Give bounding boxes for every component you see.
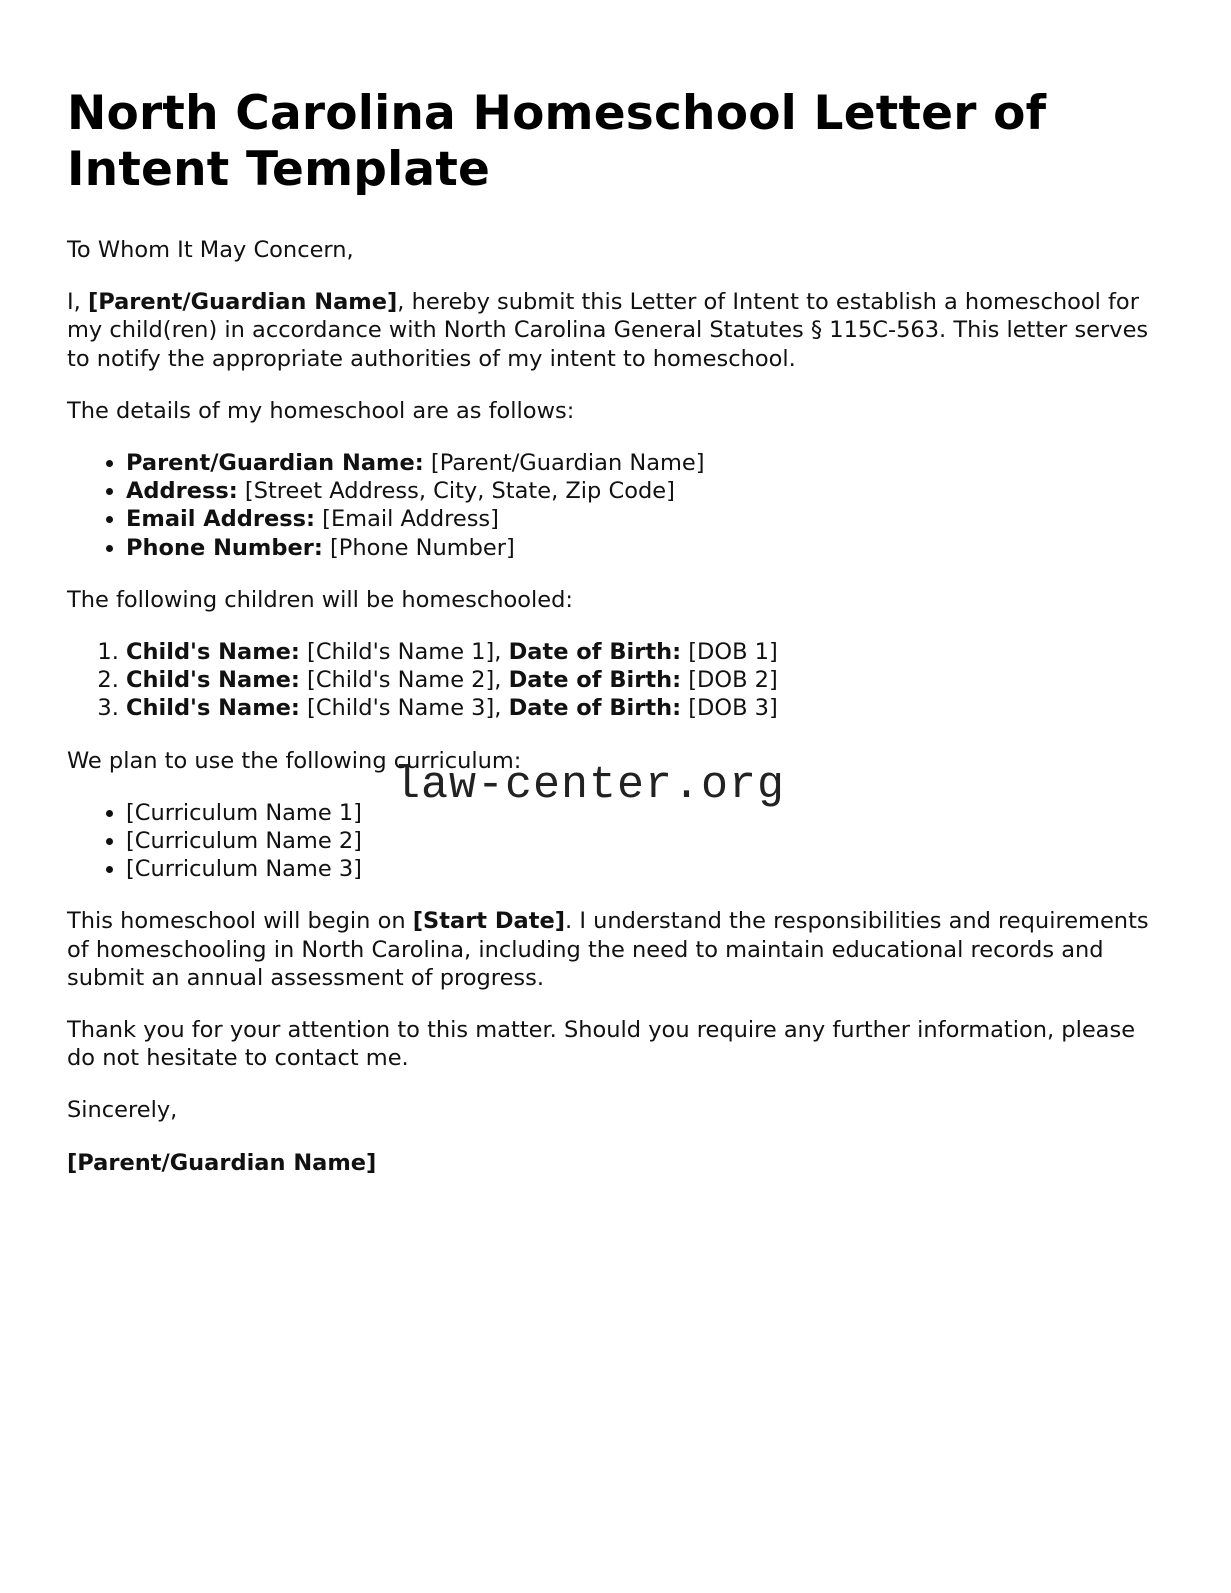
intro-name-placeholder: [Parent/Guardian Name] — [87, 289, 398, 316]
document-page — [67, 86, 1157, 1201]
child-dob-value: [DOB 3] — [681, 695, 778, 722]
child-name-label: Child's Name: — [126, 695, 300, 722]
child-dob-value: [DOB 1] — [681, 639, 778, 666]
child-item — [126, 694, 1157, 722]
curriculum-item: • [Curriculum Name 3] — [126, 855, 1157, 883]
detail-value: [Parent/Guardian Name] — [423, 450, 705, 477]
child-dob-value: [DOB 2] — [681, 667, 778, 694]
watermark: law-center.org — [393, 760, 786, 811]
closing-paragraph: Thank you for your attention to this matter. Should you require any further information, please do not hesitate to contact me. — [67, 1017, 1136, 1072]
closing: Sincerely, — [67, 1097, 178, 1124]
child-item — [126, 666, 1157, 694]
document-title: North Carolina Homeschool Letter of Intent Template — [67, 86, 1047, 197]
detail-label: Address: — [126, 478, 238, 505]
child-name-value: [Child's Name 2], — [299, 667, 509, 694]
child-name-label: Child's Name: — [126, 667, 300, 694]
start-date-placeholder: [Start Date] — [412, 908, 566, 935]
children-heading: The following children will be homeschooled: — [67, 586, 573, 613]
intro-suffix: , hereby submit this Letter of Intent to establish a homeschool for my child(ren) in accordance with North Carolina General Statutes § 115C-563. This letter serves to notify the appropriate authorities of my intent to homeschool. — [67, 289, 1149, 372]
curriculum-item: • [Curriculum Name 1] — [126, 799, 1157, 827]
detail-item-email — [126, 505, 1157, 533]
intro-paragraph — [67, 288, 1157, 373]
start-prefix: This homeschool will begin on — [67, 908, 413, 935]
detail-label: Parent/Guardian Name: — [126, 450, 424, 477]
detail-value: [Email Address] — [315, 506, 499, 533]
detail-value: [Phone Number] — [322, 534, 515, 561]
child-name-value: [Child's Name 1], — [299, 639, 509, 666]
detail-item-parent-name — [126, 449, 1157, 477]
detail-value: [Street Address, City, State, Zip Code] — [237, 478, 675, 505]
start-paragraph — [67, 907, 1157, 992]
details-list — [67, 449, 1157, 562]
child-item — [126, 638, 1157, 666]
child-name-label: Child's Name: — [126, 639, 300, 666]
children-list — [67, 638, 1157, 723]
intro-prefix: I, — [67, 289, 88, 316]
start-suffix: . I understand the responsibilities and requirements of homeschooling in North Carolina, including the need to maintain educational records and submit an annual assessment of progress. — [67, 908, 1149, 991]
curriculum-list — [67, 799, 1157, 884]
curriculum-heading: We plan to use the following curriculum: — [67, 747, 522, 774]
curriculum-item: • [Curriculum Name 2] — [126, 827, 1157, 855]
child-name-value: [Child's Name 3], — [299, 695, 509, 722]
child-dob-label: Date of Birth: — [508, 639, 682, 666]
detail-label: Email Address: — [126, 506, 316, 533]
detail-label: Phone Number: — [126, 534, 323, 561]
child-dob-label: Date of Birth: — [508, 695, 682, 722]
child-dob-label: Date of Birth: — [508, 667, 682, 694]
detail-item-phone — [126, 534, 1157, 562]
signature: [Parent/Guardian Name] — [67, 1149, 377, 1176]
details-heading: The details of my homeschool are as follows: — [67, 397, 575, 424]
detail-item-address — [126, 477, 1157, 505]
salutation: To Whom It May Concern, — [67, 237, 354, 263]
